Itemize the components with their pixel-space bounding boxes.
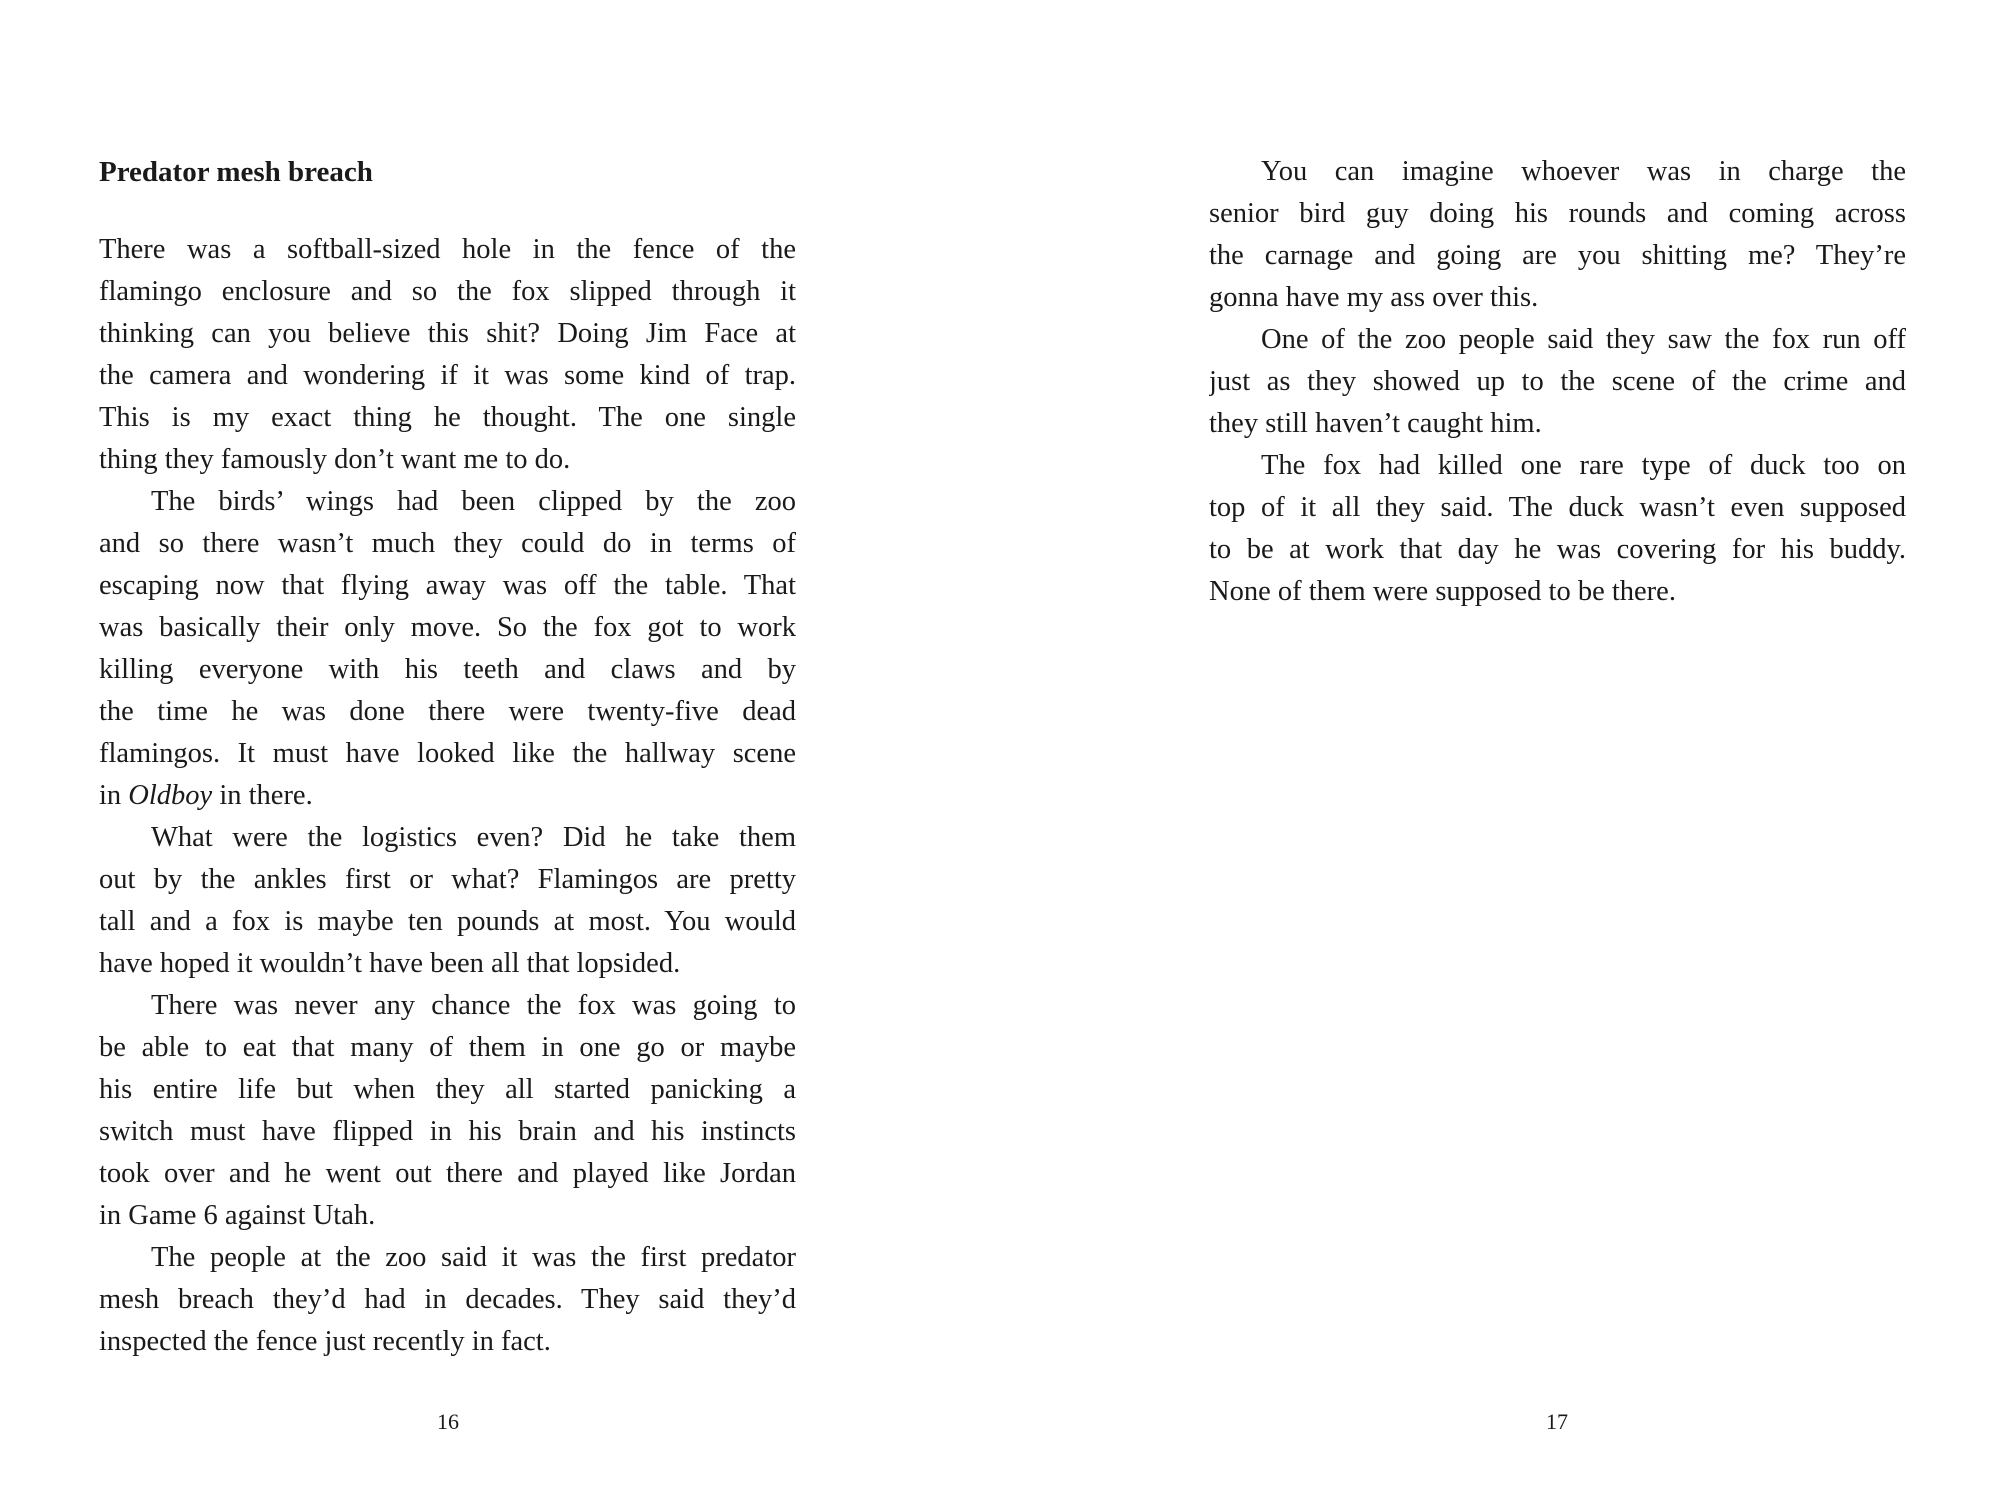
- text-line: flamingo enclosure and so the fox slipped through it: [99, 276, 796, 307]
- paragraph: [99, 1237, 796, 1363]
- text-line: took over and he went out there and played like Jordan: [99, 1158, 796, 1189]
- text-line: The birds’ wings had been clipped by the zoo: [151, 486, 796, 517]
- page-number: 17: [1546, 1409, 1568, 1434]
- text-line: The fox had killed one rare type of duck too on: [1261, 450, 1906, 481]
- text-line: just as they showed up to the scene of the crime and: [1209, 366, 1906, 397]
- text-line: top of it all they said. The duck wasn’t even supposed: [1209, 492, 1906, 523]
- text-line: switch must have flipped in his brain and his instincts: [99, 1116, 796, 1147]
- text-line: they still haven’t caught him.: [1209, 408, 1542, 439]
- paragraph: [1209, 445, 1906, 613]
- text-line: the time he was done there were twenty-five dead: [99, 696, 796, 727]
- paragraph: [99, 817, 796, 985]
- page-number: 16: [437, 1409, 459, 1434]
- text-line: inspected the fence just recently in fact.: [99, 1326, 551, 1357]
- text-line: [99, 775, 796, 817]
- text-line: was basically their only move. So the fox got to work: [99, 612, 796, 643]
- text-line: You can imagine whoever was in charge the: [1261, 156, 1906, 187]
- text-line: the carnage and going are you shitting me? They’re: [1209, 240, 1906, 271]
- text-line: have hoped it wouldn’t have been all that lopsided.: [99, 948, 681, 979]
- text-line: None of them were supposed to be there.: [1209, 576, 1676, 607]
- text-line: the camera and wondering if it was some kind of trap.: [99, 360, 796, 391]
- right-page: [1000, 0, 2000, 1499]
- paragraph: [1209, 319, 1906, 445]
- text-segment: in: [99, 780, 129, 811]
- text-line: There was never any chance the fox was going to: [151, 990, 796, 1021]
- body-text: [99, 229, 796, 1363]
- text-line: escaping now that flying away was off the table. That: [99, 570, 796, 601]
- text-line: One of the zoo people said they saw the fox run off: [1261, 324, 1906, 355]
- text-line: mesh breach they’d had in decades. They said they’d: [99, 1284, 796, 1315]
- text-line: senior bird guy doing his rounds and coming across: [1209, 198, 1906, 229]
- paragraph: [99, 985, 796, 1237]
- text-line: his entire life but when they all started panicking a: [99, 1074, 796, 1105]
- text-line: gonna have my ass over this.: [1209, 282, 1539, 313]
- section-heading: Predator mesh breach: [99, 156, 373, 188]
- text-line: be able to eat that many of them in one go or maybe: [99, 1032, 796, 1063]
- text-segment: in there.: [212, 780, 313, 811]
- text-line: This is my exact thing he thought. The one single: [99, 402, 796, 433]
- text-line: thing they famously don’t want me to do.: [99, 444, 571, 475]
- text-line: The people at the zoo said it was the first predator: [151, 1242, 796, 1273]
- paragraph: [1209, 151, 1906, 319]
- paragraph: [99, 229, 796, 481]
- text-line: out by the ankles first or what? Flamingos are pretty: [99, 864, 796, 895]
- text-line: and so there wasn’t much they could do in terms of: [99, 528, 796, 559]
- text-line: flamingos. It must have looked like the hallway scene: [99, 738, 796, 769]
- text-line: in Game 6 against Utah.: [99, 1200, 376, 1231]
- text-line: There was a softball-sized hole in the fence of the: [99, 234, 796, 265]
- text-line: thinking can you believe this shit? Doing Jim Face at: [99, 318, 796, 349]
- text-line: What were the logistics even? Did he take them: [151, 822, 796, 853]
- body-text: [1209, 151, 1906, 613]
- text-line: to be at work that day he was covering for his buddy.: [1209, 534, 1906, 565]
- italic-title: Oldboy: [128, 780, 213, 811]
- text-line: killing everyone with his teeth and claws and by: [99, 654, 796, 685]
- paragraph: [99, 481, 796, 817]
- text-line: tall and a fox is maybe ten pounds at most. You would: [99, 906, 796, 937]
